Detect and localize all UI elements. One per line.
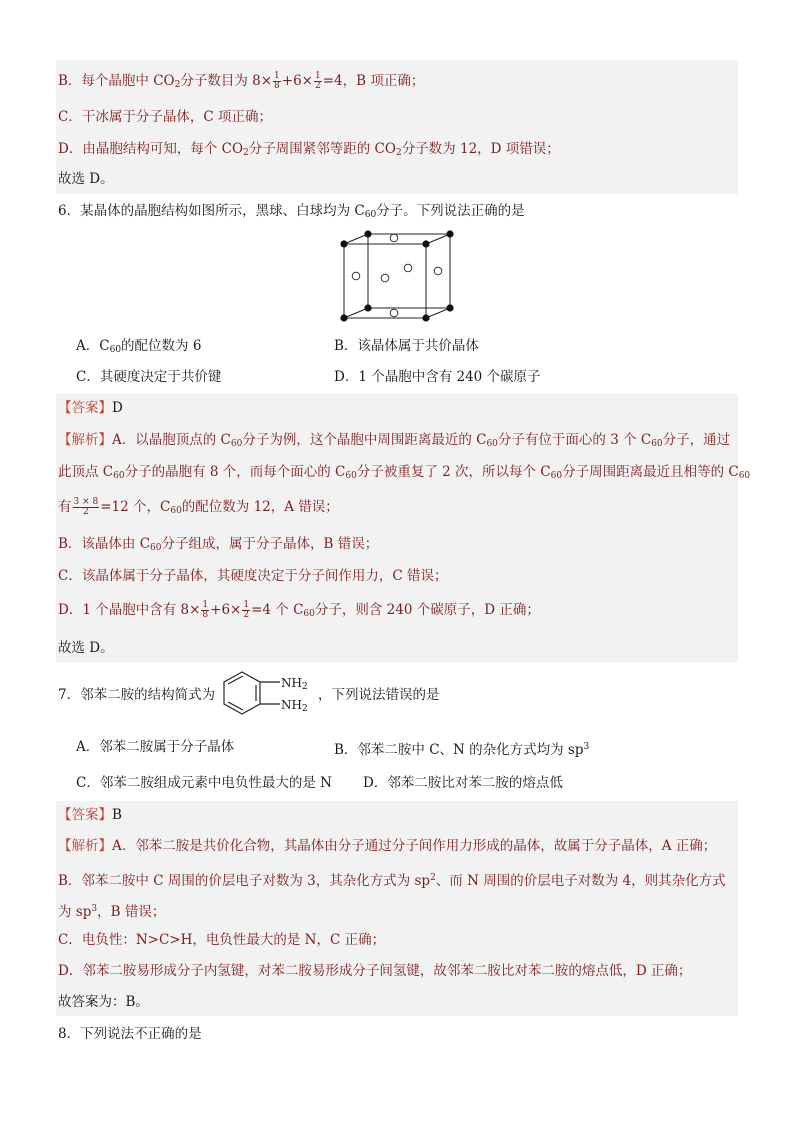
q5-option-b-analysis: B．每个晶胞中 $CO_2$分子数目为 8× $\frac{1}{8}$ +6× $\frac{1}{2}$ =4，B 项正确； <box>58 71 425 91</box>
q7-explanation-line-3: 为 $sp^3$，B 错误； <box>58 904 166 920</box>
nh2-group-top: $NH_2$ <box>281 676 308 692</box>
q6-option-b: B．该晶体属于共价晶体 <box>334 338 479 354</box>
face-center-atom <box>381 274 389 282</box>
q8-stem: 8．下列说法不正确的是 <box>58 1026 202 1042</box>
q6-answer: 【答案】D <box>58 400 123 416</box>
q6-explanation-line-2: 此顶点 $C_{60}$分子的晶胞有 8 个，而每个面心的 $C_{60}$分子被重复了 2 次，所以每个 $C_{60}$分子周围距离最近且相等的 $C_{60}$ <box>58 464 751 481</box>
q6-explanation-line-3: 有 $\frac{3 \times 8}{2}$ =12 个，$C_{60}$的配位数为 12，A 错误； <box>58 497 339 517</box>
q7-stem-suffix: ，下列说法错误的是 <box>318 687 440 703</box>
corner-atom <box>364 304 371 311</box>
q5-final-answer: 故选 D。 <box>58 171 114 187</box>
face-center-atom <box>390 309 398 317</box>
q7-explanation-line-4: C．电负性：N>C>H，电负性最大的是 N，C 正确； <box>58 932 386 948</box>
q7-explanation-line-5: D．邻苯二胺易形成分子内氢键，对苯二胺易形成分子间氢键，故邻苯二胺比对苯二胺的熔点低，D 正确； <box>58 963 692 979</box>
q5-option-c-analysis: C．干冰属于分子晶体，C 项正确； <box>58 109 272 125</box>
nh2-group-bottom: $NH_2$ <box>281 698 308 714</box>
q7-stem-prefix: 7．邻苯二胺的结构简式为 <box>58 687 216 703</box>
q7-option-c: C．邻苯二胺组成元素中电负性最大的是 N <box>76 775 332 791</box>
face-center-atom <box>434 267 442 275</box>
crystal-cell-diagram <box>338 226 458 326</box>
q6-stem: 6．某晶体的晶胞结构如图所示，黑球、白球均为 $C_{60}$分子。下列说法正确的是 <box>58 203 525 220</box>
q7-answer: 【答案】B <box>58 807 122 823</box>
q7-final-answer: 故答案为：B。 <box>58 994 149 1010</box>
corner-atom <box>422 314 429 321</box>
corner-atom <box>340 240 347 247</box>
face-center-atom <box>390 234 398 242</box>
q6-explanation-line-1: 【解析】A．以晶胞顶点的 $C_{60}$分子为例，这个晶胞中周围距离最近的 $C_{60}$分子有位于面心的 3 个 $C_{60}$分子，通过 <box>58 432 731 449</box>
q7-explanation-line-1: 【解析】A．邻苯二胺是共价化合物，其晶体由分子通过分子间作用力形成的晶体，故属于分子晶体，A 正确； <box>58 838 717 854</box>
corner-atom <box>446 304 453 311</box>
q7-explanation-line-2: B．邻苯二胺中 C 周围的价层电子对数为 3，其杂化方式为 $sp^2$、而 N 周围的价层电子对数为 4，则其杂化方式 <box>58 873 726 889</box>
q6-final-answer: 故选 D。 <box>58 640 114 656</box>
corner-atom <box>446 230 453 237</box>
corner-atom <box>364 230 371 237</box>
q6-explanation-line-4: B．该晶体由 $C_{60}$分子组成，属于分子晶体，B 错误； <box>58 536 379 553</box>
q7-option-b: B．邻苯二胺中 C、N 的杂化方式均为 $sp^3$ <box>334 742 590 758</box>
q6-explanation-line-6: D．1 个晶胞中含有 8× $\frac{1}{8}$ +6× $\frac{1}{2}$ =4 个 $C_{60}$分子，则含 240 个碳原子，D 正确； <box>58 600 540 620</box>
q7-option-a: A．邻苯二胺属于分子晶体 <box>76 739 235 755</box>
corner-atom <box>340 314 347 321</box>
q6-explanation-line-5: C．该晶体属于分子晶体，其硬度决定于分子间作用力，C 错误； <box>58 568 448 584</box>
q5-option-d-analysis: D．由晶胞结构可知，每个 $CO_2$分子周围紧邻等距的 $CO_2$分子数为 12，D 项错误； <box>58 141 560 158</box>
q6-option-d: D．1 个晶胞中含有 240 个碳原子 <box>334 369 541 385</box>
face-center-atom <box>404 264 412 272</box>
q7-option-d: D．邻苯二胺比对苯二胺的熔点低 <box>363 775 563 791</box>
q6-option-a: A．$C_{60}$的配位数为 6 <box>76 338 202 355</box>
q6-option-c: C．其硬度决定于共价键 <box>76 369 222 385</box>
face-center-atom <box>352 272 360 280</box>
corner-atom <box>422 240 429 247</box>
